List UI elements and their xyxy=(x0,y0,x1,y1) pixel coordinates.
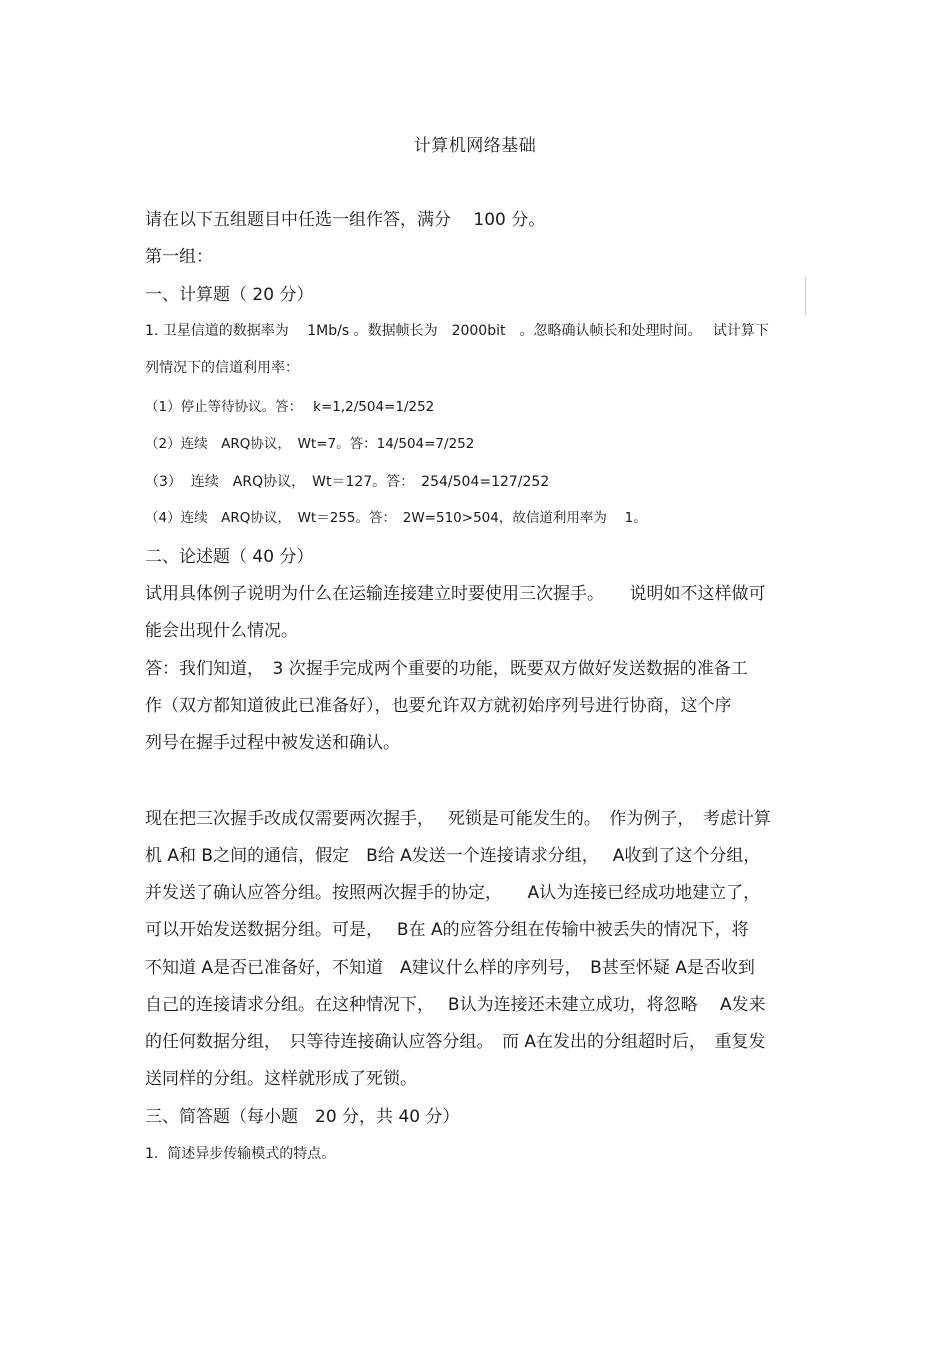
answer-paragraph: 不知道 A是否已准备好，不知道 A建议什么样的序列号， B甚至怀疑 A是否收到 xyxy=(145,958,755,978)
answer-paragraph: 列号在握手过程中被发送和确认。 xyxy=(145,733,400,753)
answer-item: （1）停止等待协议。答： k=1,2/504=1/252 xyxy=(145,399,435,415)
essay-question: 能会出现什么情况。 xyxy=(145,621,298,641)
section3-heading: 三、简答题（每小题 20 分，共 40 分） xyxy=(145,1107,460,1127)
question-text: 1. 简述异步传输模式的特点。 xyxy=(145,1146,336,1162)
answer-paragraph: 可以开始发送数据分组。可是， B在 A的应答分组在传输中被丢失的情况下，将 xyxy=(145,920,749,940)
section1-heading: 一、计算题（ 20 分） xyxy=(145,285,314,305)
margin-rule xyxy=(805,277,806,315)
page-title: 计算机网络基础 xyxy=(413,136,537,156)
intro-text: 请在以下五组题目中任选一组作答，满分 100 分。 xyxy=(145,210,546,230)
answer-paragraph: 并发送了确认应答分组。按照两次握手的协定， A认为连接已经成功地建立了， xyxy=(145,883,761,903)
answer-paragraph: 的任何数据分组， 只等待连接确认应答分组。 而 A在发出的分组超时后， 重复发 xyxy=(145,1032,766,1052)
answer-paragraph: 自己的连接请求分组。在这种情况下， B认为连接还未建立成功，将忽略 A发来 xyxy=(145,995,766,1015)
answer-paragraph: 送同样的分组。这样就形成了死锁。 xyxy=(145,1069,417,1089)
essay-question: 试用具体例子说明为什么在运输连接建立时要使用三次握手。 说明如不这样做可 xyxy=(145,584,766,604)
answer-paragraph: 答：我们知道， 3 次握手完成两个重要的功能，既要双方做好发送数据的准备工 xyxy=(145,659,748,679)
answer-item: （4）连续 ARQ协议， Wt＝255。答： 2W=510>504，故信道利用率为 1。 xyxy=(145,510,647,526)
group-label: 第一组： xyxy=(145,247,213,267)
question-text: 列情况下的信道利用率： xyxy=(145,360,299,376)
answer-paragraph: 作（双方都知道彼此已准备好），也要允许双方就初始序列号进行协商，这个序 xyxy=(145,696,732,716)
answer-paragraph: 现在把三次握手改成仅需要两次握手， 死锁是可能发生的。 作为例子， 考虑计算 xyxy=(145,809,771,829)
question-text: 1. 卫星信道的数据率为 1Mb/s 。数据帧长为 2000bit 。忽略确认帧长和处理时间。 试计算下 xyxy=(145,323,769,339)
answer-paragraph: 机 A和 B之间的通信，假定 B给 A发送一个连接请求分组， A收到了这个分组， xyxy=(145,846,761,866)
answer-item: （3） 连续 ARQ协议， Wt＝127。答： 254/504=127/252 xyxy=(145,474,550,490)
answer-item: （2）连续 ARQ协议， Wt=7。答：14/504=7/252 xyxy=(145,436,475,452)
section2-heading: 二、论述题（ 40 分） xyxy=(145,547,314,567)
